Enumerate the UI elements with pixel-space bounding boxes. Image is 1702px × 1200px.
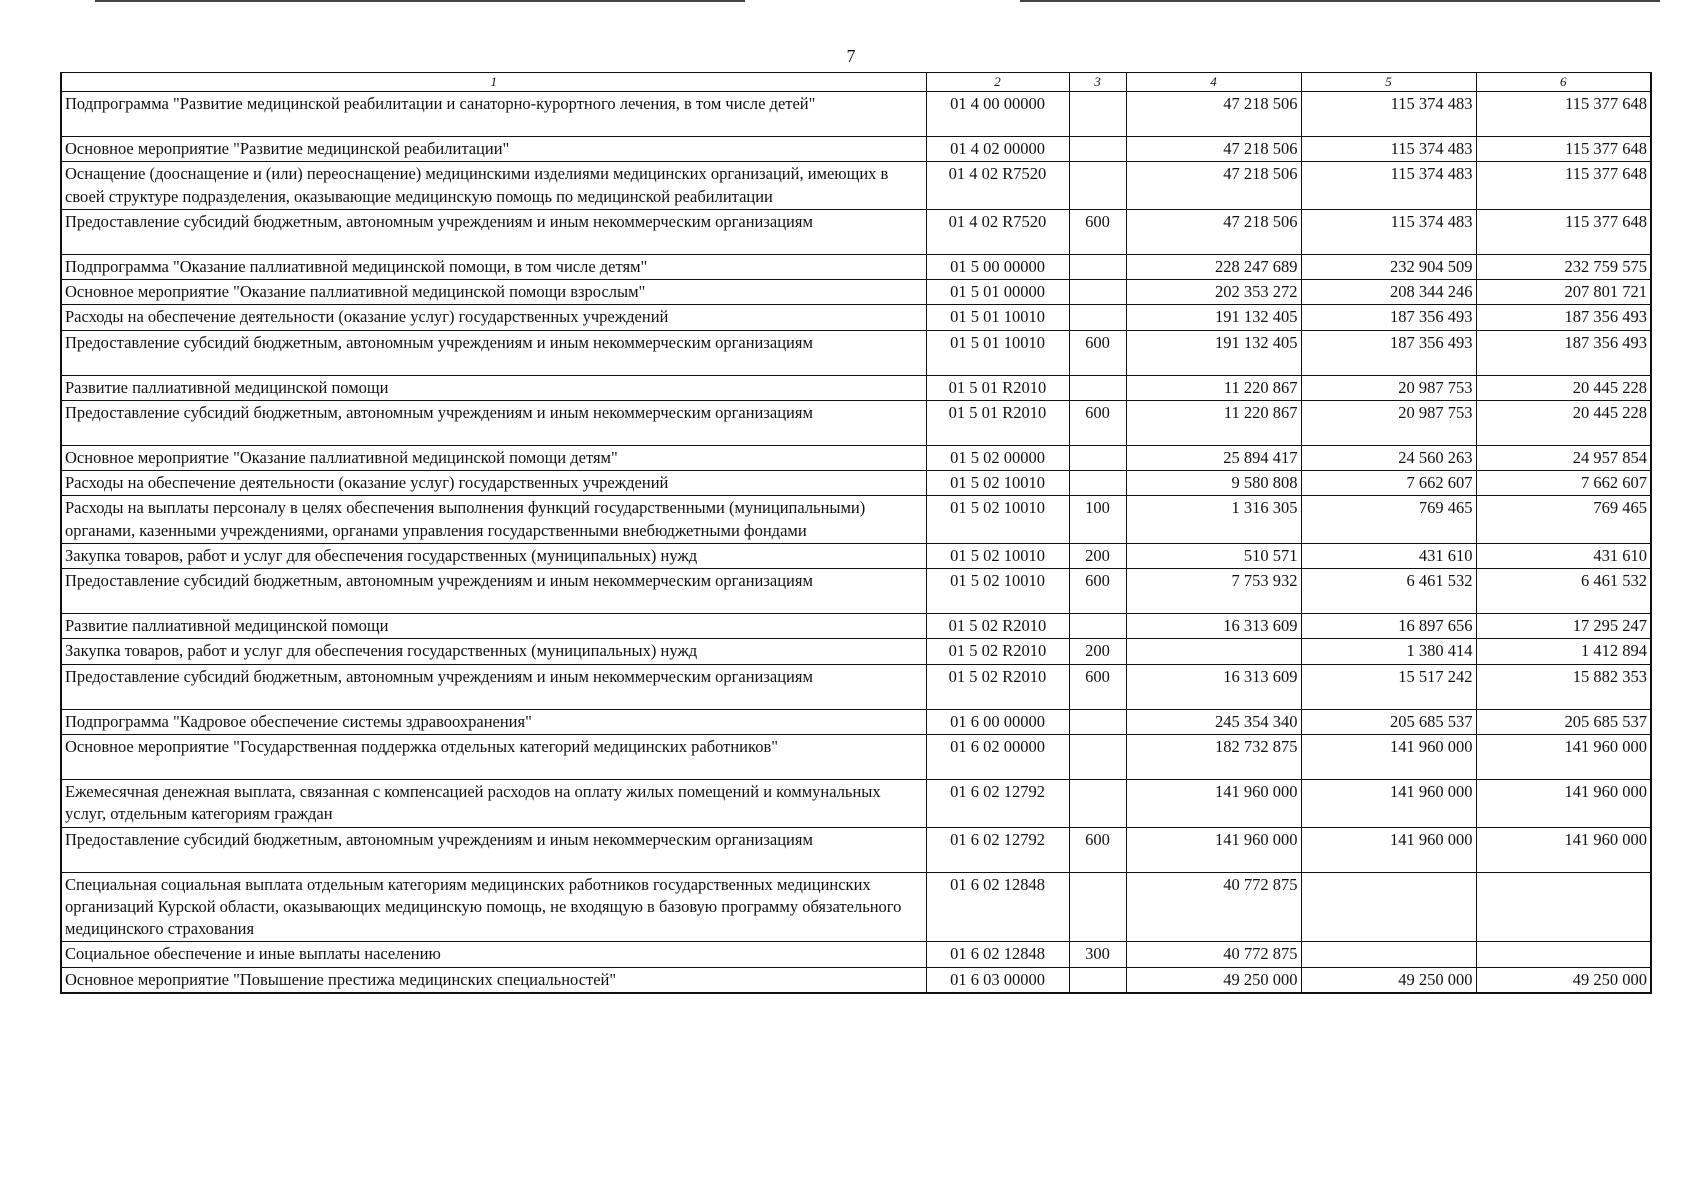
row-amount-col6-cell: 20 445 228 (1476, 400, 1651, 445)
row-code-cell: 01 5 02 R2010 (926, 639, 1069, 664)
column-header: 4 (1126, 73, 1301, 92)
row-amount-col4-cell: 202 353 272 (1126, 280, 1301, 305)
row-code-cell: 01 6 03 00000 (926, 967, 1069, 993)
row-code-cell: 01 6 00 00000 (926, 709, 1069, 734)
row-amount-col5-cell: 187 356 493 (1301, 330, 1476, 375)
row-expense-type-cell (1069, 445, 1126, 470)
row-expense-type-cell (1069, 734, 1126, 779)
row-amount-col6-cell: 115 377 648 (1476, 92, 1651, 137)
row-code-cell: 01 6 02 12792 (926, 827, 1069, 872)
row-amount-col6-cell (1476, 942, 1651, 967)
table-row (61, 162, 1651, 210)
table-row (61, 543, 1651, 568)
row-amount-col5-cell: 205 685 537 (1301, 709, 1476, 734)
row-amount-col4-cell: 182 732 875 (1126, 734, 1301, 779)
row-name-cell: Предоставление субсидий бюджетным, автономным учреждениям и иным некоммерческим организациям (61, 400, 926, 445)
row-amount-col6-cell: 207 801 721 (1476, 280, 1651, 305)
row-expense-type-cell (1069, 280, 1126, 305)
table-row (61, 827, 1651, 872)
row-amount-col4-cell (1126, 639, 1301, 664)
row-name-cell: Предоставление субсидий бюджетным, автономным учреждениям и иным некоммерческим организациям (61, 827, 926, 872)
row-amount-col4-cell: 191 132 405 (1126, 330, 1301, 375)
row-name-cell: Оснащение (дооснащение и (или) переоснащение) медицинскими изделиями медицинских организаций, имеющих в своей структуре подразделения, оказывающие медицинскую помощь по медицинской реабилитации (61, 162, 926, 210)
table-row (61, 872, 1651, 942)
page-number: 7 (846, 46, 856, 66)
row-expense-type-cell (1069, 137, 1126, 162)
row-name-cell: Подпрограмма "Кадровое обеспечение системы здравоохранения" (61, 709, 926, 734)
row-expense-type-cell (1069, 254, 1126, 279)
row-amount-col5-cell: 1 380 414 (1301, 639, 1476, 664)
row-amount-col4-cell: 1 316 305 (1126, 496, 1301, 544)
row-name-cell: Предоставление субсидий бюджетным, автономным учреждениям и иным некоммерческим организациям (61, 330, 926, 375)
row-amount-col6-cell: 205 685 537 (1476, 709, 1651, 734)
scan-edge-line (95, 0, 745, 2)
row-amount-col6-cell: 141 960 000 (1476, 734, 1651, 779)
scan-edge-line (1020, 0, 1660, 2)
row-amount-col4-cell: 7 753 932 (1126, 569, 1301, 614)
row-expense-type-cell (1069, 872, 1126, 942)
row-code-cell: 01 5 02 R2010 (926, 664, 1069, 709)
row-code-cell: 01 5 02 10010 (926, 543, 1069, 568)
row-name-cell: Предоставление субсидий бюджетным, автономным учреждениям и иным некоммерческим организациям (61, 664, 926, 709)
row-code-cell: 01 4 02 R7520 (926, 162, 1069, 210)
row-amount-col4-cell: 510 571 (1126, 543, 1301, 568)
table-row (61, 496, 1651, 544)
row-name-cell: Закупка товаров, работ и услуг для обеспечения государственных (муниципальных) нужд (61, 639, 926, 664)
column-header: 1 (61, 73, 926, 92)
row-code-cell: 01 5 01 00000 (926, 280, 1069, 305)
row-code-cell: 01 6 02 00000 (926, 734, 1069, 779)
row-amount-col6-cell: 141 960 000 (1476, 779, 1651, 827)
column-header: 3 (1069, 73, 1126, 92)
row-code-cell: 01 4 02 R7520 (926, 209, 1069, 254)
row-amount-col5-cell: 232 904 509 (1301, 254, 1476, 279)
row-expense-type-cell (1069, 709, 1126, 734)
row-code-cell: 01 5 02 10010 (926, 569, 1069, 614)
row-amount-col6-cell: 115 377 648 (1476, 137, 1651, 162)
row-amount-col6-cell: 24 957 854 (1476, 445, 1651, 470)
row-amount-col6-cell: 187 356 493 (1476, 305, 1651, 330)
row-name-cell: Развитие паллиативной медицинской помощи (61, 375, 926, 400)
row-amount-col6-cell: 20 445 228 (1476, 375, 1651, 400)
row-amount-col5-cell: 141 960 000 (1301, 779, 1476, 827)
row-code-cell: 01 4 00 00000 (926, 92, 1069, 137)
row-name-cell: Основное мероприятие "Государственная поддержка отдельных категорий медицинских работников" (61, 734, 926, 779)
row-code-cell: 01 5 02 R2010 (926, 614, 1069, 639)
table-row (61, 709, 1651, 734)
row-name-cell: Предоставление субсидий бюджетным, автономным учреждениям и иным некоммерческим организациям (61, 569, 926, 614)
row-name-cell: Подпрограмма "Оказание паллиативной медицинской помощи, в том числе детям" (61, 254, 926, 279)
row-code-cell: 01 5 02 00000 (926, 445, 1069, 470)
column-header: 2 (926, 73, 1069, 92)
row-expense-type-cell: 200 (1069, 639, 1126, 664)
row-amount-col5-cell: 208 344 246 (1301, 280, 1476, 305)
row-name-cell: Развитие паллиативной медицинской помощи (61, 614, 926, 639)
row-amount-col6-cell: 7 662 607 (1476, 471, 1651, 496)
table-row (61, 137, 1651, 162)
table-row (61, 967, 1651, 993)
row-name-cell: Предоставление субсидий бюджетным, автономным учреждениям и иным некоммерческим организациям (61, 209, 926, 254)
row-amount-col5-cell: 7 662 607 (1301, 471, 1476, 496)
row-amount-col4-cell: 228 247 689 (1126, 254, 1301, 279)
row-amount-col6-cell: 49 250 000 (1476, 967, 1651, 993)
row-amount-col4-cell: 25 894 417 (1126, 445, 1301, 470)
table-row (61, 280, 1651, 305)
row-code-cell: 01 4 02 00000 (926, 137, 1069, 162)
row-expense-type-cell (1069, 471, 1126, 496)
row-amount-col6-cell: 769 465 (1476, 496, 1651, 544)
row-amount-col5-cell: 49 250 000 (1301, 967, 1476, 993)
row-amount-col4-cell: 47 218 506 (1126, 209, 1301, 254)
row-amount-col5-cell: 769 465 (1301, 496, 1476, 544)
row-expense-type-cell: 200 (1069, 543, 1126, 568)
row-amount-col5-cell (1301, 872, 1476, 942)
row-expense-type-cell: 600 (1069, 330, 1126, 375)
row-expense-type-cell: 600 (1069, 400, 1126, 445)
row-amount-col6-cell: 115 377 648 (1476, 209, 1651, 254)
row-expense-type-cell: 300 (1069, 942, 1126, 967)
row-expense-type-cell (1069, 375, 1126, 400)
row-amount-col6-cell: 15 882 353 (1476, 664, 1651, 709)
row-code-cell: 01 5 01 10010 (926, 330, 1069, 375)
row-amount-col5-cell: 115 374 483 (1301, 209, 1476, 254)
row-amount-col6-cell: 431 610 (1476, 543, 1651, 568)
table-row (61, 330, 1651, 375)
row-amount-col4-cell: 47 218 506 (1126, 137, 1301, 162)
row-code-cell: 01 6 02 12792 (926, 779, 1069, 827)
table-row (61, 400, 1651, 445)
budget-table (60, 72, 1652, 994)
table-body (61, 92, 1651, 993)
row-amount-col5-cell (1301, 942, 1476, 967)
row-amount-col4-cell: 11 220 867 (1126, 375, 1301, 400)
row-code-cell: 01 6 02 12848 (926, 872, 1069, 942)
row-name-cell: Основное мероприятие "Развитие медицинской реабилитации" (61, 137, 926, 162)
row-name-cell: Расходы на обеспечение деятельности (оказание услуг) государственных учреждений (61, 471, 926, 496)
row-code-cell: 01 5 02 10010 (926, 471, 1069, 496)
row-amount-col4-cell: 47 218 506 (1126, 162, 1301, 210)
row-amount-col6-cell: 17 295 247 (1476, 614, 1651, 639)
row-amount-col5-cell: 20 987 753 (1301, 400, 1476, 445)
table-row (61, 639, 1651, 664)
row-amount-col6-cell: 115 377 648 (1476, 162, 1651, 210)
row-amount-col4-cell: 11 220 867 (1126, 400, 1301, 445)
row-amount-col5-cell: 141 960 000 (1301, 827, 1476, 872)
row-amount-col6-cell: 1 412 894 (1476, 639, 1651, 664)
row-amount-col4-cell: 47 218 506 (1126, 92, 1301, 137)
row-name-cell: Основное мероприятие "Оказание паллиативной медицинской помощи взрослым" (61, 280, 926, 305)
row-expense-type-cell: 100 (1069, 496, 1126, 544)
row-code-cell: 01 5 01 R2010 (926, 400, 1069, 445)
row-code-cell: 01 5 02 10010 (926, 496, 1069, 544)
row-name-cell: Ежемесячная денежная выплата, связанная с компенсацией расходов на оплату жилых помещений и коммунальных услуг, отдельным категориям граждан (61, 779, 926, 827)
table-row (61, 471, 1651, 496)
row-name-cell: Расходы на обеспечение деятельности (оказание услуг) государственных учреждений (61, 305, 926, 330)
table-row (61, 569, 1651, 614)
column-header: 6 (1476, 73, 1651, 92)
row-code-cell: 01 5 01 R2010 (926, 375, 1069, 400)
row-amount-col6-cell: 232 759 575 (1476, 254, 1651, 279)
row-expense-type-cell (1069, 92, 1126, 137)
row-amount-col4-cell: 40 772 875 (1126, 872, 1301, 942)
row-amount-col4-cell: 245 354 340 (1126, 709, 1301, 734)
row-name-cell: Специальная социальная выплата отдельным категориям медицинских работников государственных медицинских организаций Курской области, оказывающих медицинскую помощь, не входящую в базовую программу обязательного медицинского страхования (61, 872, 926, 942)
row-amount-col5-cell: 431 610 (1301, 543, 1476, 568)
table-row (61, 305, 1651, 330)
table-row (61, 664, 1651, 709)
row-name-cell: Закупка товаров, работ и услуг для обеспечения государственных (муниципальных) нужд (61, 543, 926, 568)
row-expense-type-cell (1069, 967, 1126, 993)
row-amount-col6-cell: 187 356 493 (1476, 330, 1651, 375)
table-row (61, 92, 1651, 137)
table-row (61, 779, 1651, 827)
row-amount-col4-cell: 49 250 000 (1126, 967, 1301, 993)
table-header-row (61, 73, 1651, 92)
row-amount-col5-cell: 115 374 483 (1301, 92, 1476, 137)
row-amount-col4-cell: 40 772 875 (1126, 942, 1301, 967)
table-row (61, 942, 1651, 967)
row-amount-col5-cell: 141 960 000 (1301, 734, 1476, 779)
row-code-cell: 01 5 01 10010 (926, 305, 1069, 330)
row-amount-col6-cell (1476, 872, 1651, 942)
row-name-cell: Социальное обеспечение и иные выплаты населению (61, 942, 926, 967)
row-amount-col5-cell: 16 897 656 (1301, 614, 1476, 639)
table-row (61, 254, 1651, 279)
row-name-cell: Основное мероприятие "Оказание паллиативной медицинской помощи детям" (61, 445, 926, 470)
row-expense-type-cell: 600 (1069, 569, 1126, 614)
table-row (61, 734, 1651, 779)
row-expense-type-cell (1069, 162, 1126, 210)
row-amount-col4-cell: 141 960 000 (1126, 779, 1301, 827)
row-expense-type-cell (1069, 614, 1126, 639)
row-amount-col5-cell: 115 374 483 (1301, 162, 1476, 210)
table-row (61, 209, 1651, 254)
row-name-cell: Расходы на выплаты персоналу в целях обеспечения выполнения функций государственными (муниципальными) органами, казенными учреждениями, органами управления государственными внебюджетными фондами (61, 496, 926, 544)
row-expense-type-cell: 600 (1069, 827, 1126, 872)
row-amount-col4-cell: 16 313 609 (1126, 664, 1301, 709)
row-amount-col4-cell: 16 313 609 (1126, 614, 1301, 639)
table-row (61, 614, 1651, 639)
row-amount-col5-cell: 15 517 242 (1301, 664, 1476, 709)
row-expense-type-cell (1069, 779, 1126, 827)
row-expense-type-cell: 600 (1069, 664, 1126, 709)
row-amount-col5-cell: 187 356 493 (1301, 305, 1476, 330)
row-amount-col6-cell: 6 461 532 (1476, 569, 1651, 614)
row-amount-col6-cell: 141 960 000 (1476, 827, 1651, 872)
row-name-cell: Подпрограмма "Развитие медицинской реабилитации и санаторно-курортного лечения, в том числе детей" (61, 92, 926, 137)
row-expense-type-cell: 600 (1069, 209, 1126, 254)
row-code-cell: 01 5 00 00000 (926, 254, 1069, 279)
row-amount-col4-cell: 141 960 000 (1126, 827, 1301, 872)
row-amount-col5-cell: 115 374 483 (1301, 137, 1476, 162)
row-code-cell: 01 6 02 12848 (926, 942, 1069, 967)
column-header: 5 (1301, 73, 1476, 92)
row-amount-col5-cell: 24 560 263 (1301, 445, 1476, 470)
row-amount-col5-cell: 20 987 753 (1301, 375, 1476, 400)
table-row (61, 375, 1651, 400)
row-amount-col5-cell: 6 461 532 (1301, 569, 1476, 614)
row-amount-col4-cell: 191 132 405 (1126, 305, 1301, 330)
row-amount-col4-cell: 9 580 808 (1126, 471, 1301, 496)
row-name-cell: Основное мероприятие "Повышение престижа медицинских специальностей" (61, 967, 926, 993)
table-row (61, 445, 1651, 470)
row-expense-type-cell (1069, 305, 1126, 330)
